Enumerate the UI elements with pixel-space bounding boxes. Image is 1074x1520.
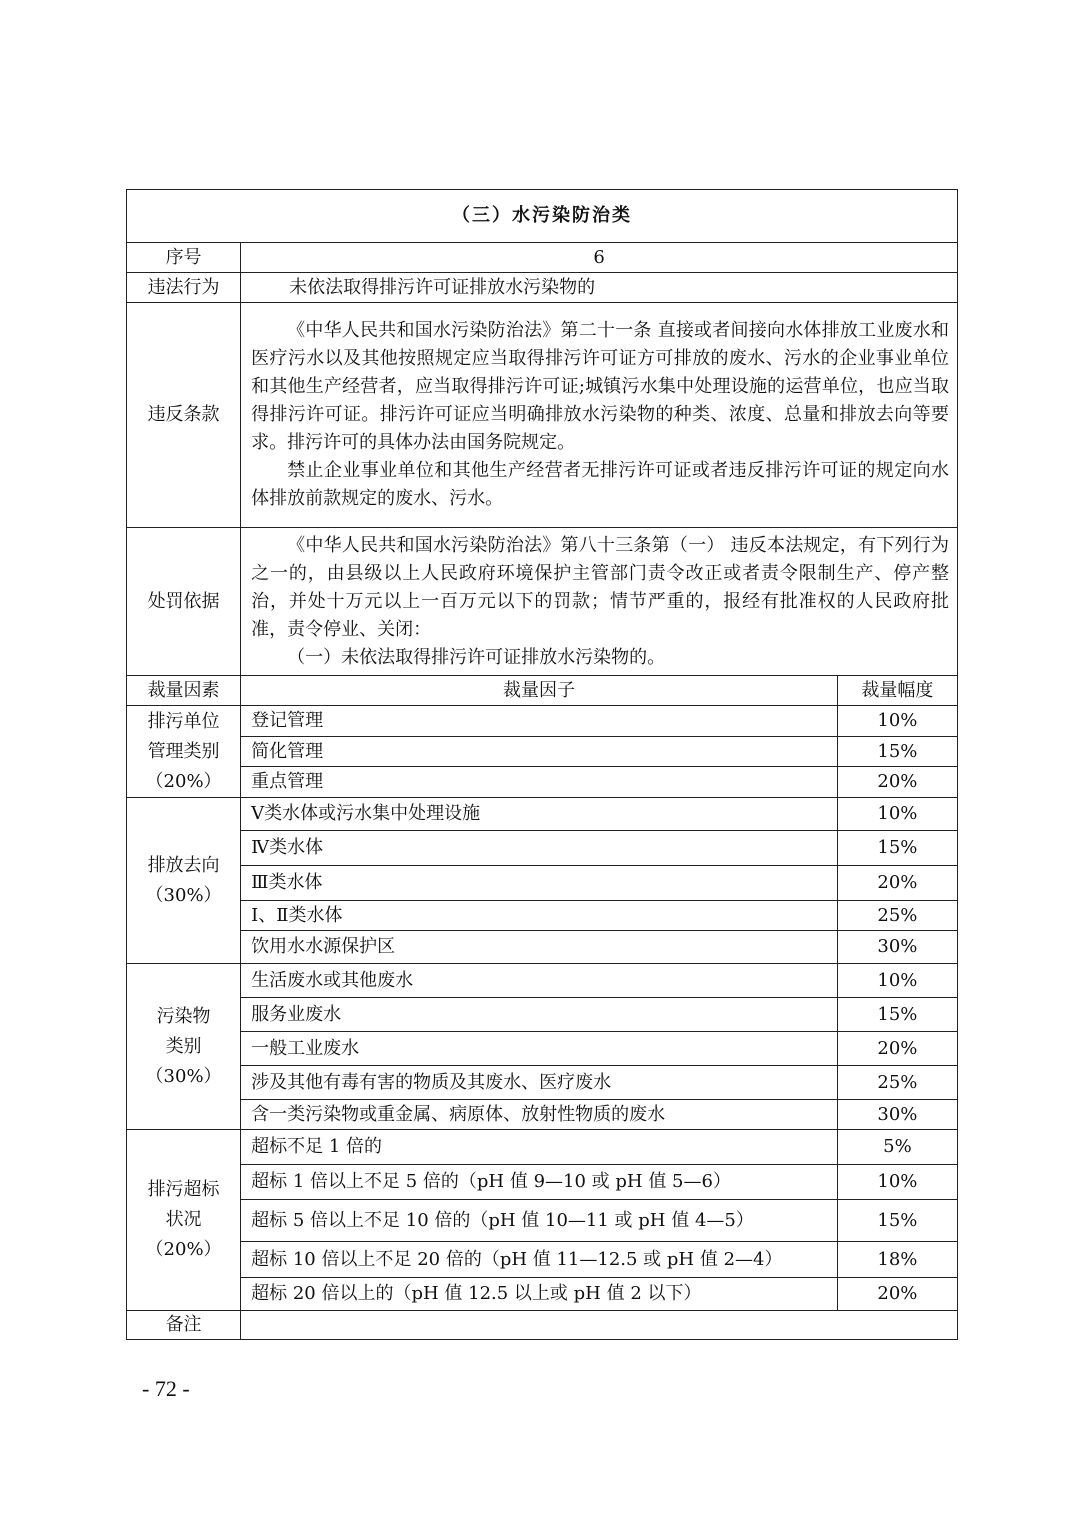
factor-label-line: 排污单位 (147, 710, 220, 732)
header-range: 裁量幅度 (837, 676, 957, 706)
factor-pct: 18% (837, 1242, 957, 1278)
remarks-value (241, 1311, 958, 1340)
basis-text (241, 528, 958, 676)
basis-label: 处罚依据 (127, 528, 241, 676)
factor-pct: 20% (837, 767, 957, 798)
penalty-discretion-table (126, 189, 958, 1340)
factor-item: 登记管理 (241, 706, 838, 737)
factor-label-line: 污染物 (156, 1005, 211, 1027)
factor-label-line: 排污超标 (147, 1179, 220, 1200)
clause-label: 违反条款 (127, 303, 241, 528)
factor-item: Ⅰ、Ⅱ类水体 (241, 901, 838, 931)
factor-pct: 20% (837, 1278, 957, 1311)
factor-item: 超标 1 倍以上不足 5 倍的（pH 值 9—10 或 pH 值 5—6） (241, 1165, 838, 1200)
factor-item: 超标 20 倍以上的（pH 值 12.5 以上或 pH 值 2 以下） (241, 1278, 838, 1311)
factor-item: Ⅴ类水体或污水集中处理设施 (241, 798, 838, 831)
violation-value: 未依法取得排污许可证排放水污染物的 (241, 273, 958, 303)
factor-pct: 10% (837, 798, 957, 831)
factor-item: 含一类污染物或重金属、病原体、放射性物质的废水 (241, 1100, 838, 1130)
table-title: （三）水污染防治类 (127, 190, 958, 243)
factor-item: 超标 10 倍以上不足 20 倍的（pH 值 11—12.5 或 pH 值 2—4） (241, 1242, 838, 1278)
factor-label-line: 排放去向 (147, 854, 220, 876)
factor-pct: 15% (837, 1200, 957, 1242)
factor-item: 生活废水或其他废水 (241, 964, 838, 998)
factor-item: 简化管理 (241, 737, 838, 767)
factor-item: 超标 5 倍以上不足 10 倍的（pH 值 10—11 或 pH 值 4—5） (241, 1200, 838, 1242)
factor-pct: 20% (837, 1032, 957, 1066)
factor-item: Ⅳ类水体 (241, 831, 838, 866)
factor-pct: 20% (837, 866, 957, 901)
factor-pct: 30% (837, 1100, 957, 1130)
header-factor: 裁量因素 (127, 676, 241, 706)
clause-paragraph: 《中华人民共和国水污染防治法》第二十一条 直接或者间接向水体排放工业废水和医疗污水以及其他按照规定应当取得排污许可证方可排放的废水、污水的企业事业单位和其他生产经营者，应当取得排污许可证;城镇污水集中处理设施的运营单位，也应当取得排污许可证。排污许可证应当明确排放水污染物的种类、浓度、总量和排放去向等要求。排污许可的具体办法由国务院规定。 (251, 320, 949, 453)
factor-item: 重点管理 (241, 767, 838, 798)
factor-group-pollutant (127, 964, 241, 1130)
factor-pct: 15% (837, 998, 957, 1032)
factor-label-line: （20%） (145, 1239, 222, 1260)
remarks-label: 备注 (127, 1311, 241, 1340)
factor-group-management (127, 706, 241, 798)
factor-label-line: （30%） (145, 1065, 222, 1087)
clause-paragraph: 禁止企业事业单位和其他生产经营者无排污许可证或者违反排污许可证的规定向水体排放前款规定的废水、污水。 (251, 460, 949, 509)
factor-item: Ⅲ类水体 (241, 866, 838, 901)
factor-pct: 15% (837, 831, 957, 866)
basis-paragraph: （一）未依法取得排污许可证排放水污染物的。 (287, 646, 666, 668)
factor-pct: 25% (837, 1066, 957, 1100)
factor-group-exceedance (127, 1130, 241, 1311)
factor-item: 服务业废水 (241, 998, 838, 1032)
factor-pct: 10% (837, 964, 957, 998)
factor-item: 超标不足 1 倍的 (241, 1130, 838, 1165)
header-item: 裁量因子 (241, 676, 838, 706)
factor-label-line: 状况 (165, 1209, 202, 1230)
factor-pct: 10% (837, 706, 957, 737)
factor-pct: 10% (837, 1165, 957, 1200)
seq-label: 序号 (127, 243, 241, 273)
factor-pct: 25% (837, 901, 957, 931)
factor-group-discharge (127, 798, 241, 964)
factor-pct: 30% (837, 931, 957, 964)
factor-pct: 15% (837, 737, 957, 767)
basis-paragraph: 《中华人民共和国水污染防治法》第八十三条第（一） 违反本法规定，有下列行为之一的，由县级以上人民政府环境保护主管部门责令改正或者责令限制生产、停产整治，并处十万元以上一百万元以下的罚款；情节严重的，报经有批准权的人民政府批准，责令停业、关闭： (251, 534, 949, 640)
seq-value: 6 (241, 243, 958, 273)
factor-label-line: 类别 (165, 1035, 202, 1057)
factor-item: 涉及其他有毒有害的物质及其废水、医疗废水 (241, 1066, 838, 1100)
factor-label-line: （20%） (145, 770, 222, 792)
page-number: - 72 - (142, 1376, 190, 1401)
factor-item: 一般工业废水 (241, 1032, 838, 1066)
factor-label-line: 管理类别 (147, 740, 220, 762)
violation-label: 违法行为 (127, 273, 241, 303)
clause-text (241, 303, 958, 528)
factor-label-line: （30%） (145, 884, 222, 906)
factor-item: 饮用水水源保护区 (241, 931, 838, 964)
factor-pct: 5% (837, 1130, 957, 1165)
